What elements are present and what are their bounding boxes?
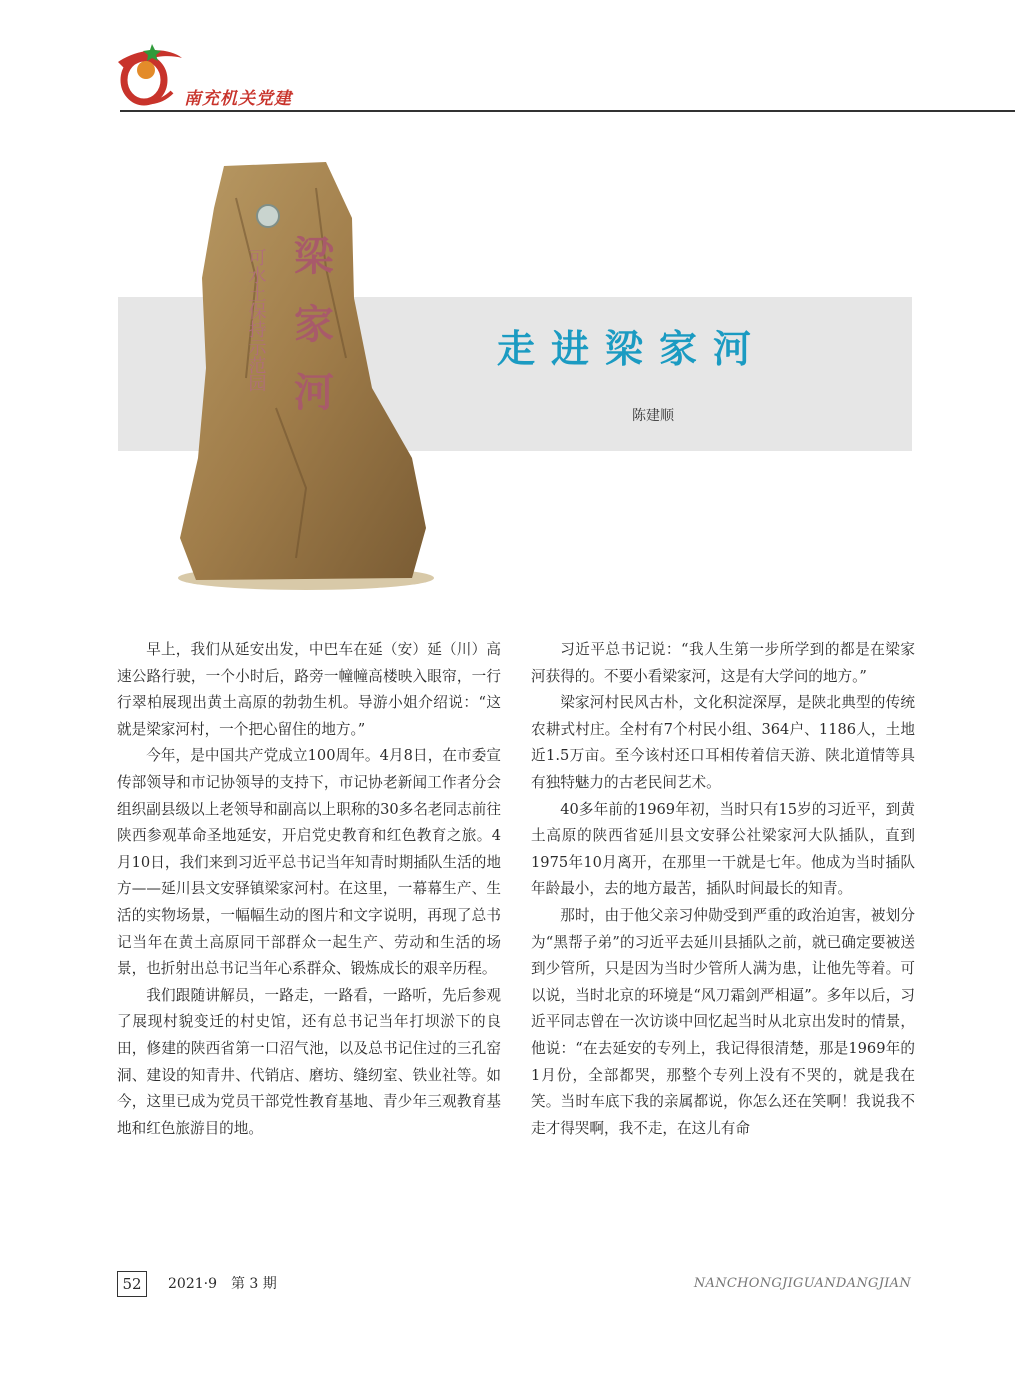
paragraph: 早上，我们从延安出发，中巴车在延（安）延（川）高速公路行驶，一个小时后，路旁一幢幢高楼映入眼帘，一行行翠柏展现出黄土高原的勃勃生机。导游小姐介绍说：“这就是梁家河村，一个把心留住的地方。” [117, 641, 501, 738]
stone-char-2: 家 [294, 301, 334, 348]
right-column [531, 637, 915, 1142]
stone-char-3: 河 [294, 369, 334, 416]
page-number: 52 [117, 1271, 147, 1297]
magazine-logo [112, 40, 322, 114]
header-rule [120, 110, 1015, 112]
paragraph: 我们跟随讲解员，一路走，一路看，一路听，先后参观了展现村貌变迁的村史馆，还有总书记当年打坝淤下的良田，修建的陕西省第一口沼气池，以及总书记住过的三孔窑洞、建设的知青井、代销店、磨坊、缝纫室、铁业社等。如今，这里已成为党员干部党性教育基地、青少年三观教育基地和红色旅游目的地。 [117, 986, 501, 1137]
svg-text:梁: 梁 [294, 233, 334, 280]
paragraph: 今年，是中国共产党成立100周年。4月8日，在市委宣传部领导和市记协领导的支持下，市记协老新闻工作者分会组织副县级以上老领导和副高以上职称的30多名老同志前往陕西参观革命圣地延安，开启党史教育和红色教育之旅。4月10日，我们来到习近平总书记当年知青时期插队生活的地方——延川县文安驿镇梁家河村。在这里，一幕幕生产、生活的实物场景，一幅幅生动的图片和文字说明，再现了总书记当年在黄土高原同干部群众一起生产、劳动和生活的场景，也折射出总书记当年心系群众、锻炼成长的艰辛历程。 [117, 747, 501, 978]
magazine-pinyin: NANCHONGJIGUANDANGJIAN [693, 1276, 911, 1291]
paragraph: 那时，由于他父亲习仲勋受到严重的政治迫害，被划分为“黑帮子弟”的习近平去延川县插队之前，就已确定要被送到少管所，只是因为当时少管所人满为患，让他先等着。可以说，当时北京的环境是“风刀霜剑严相逼”。多年以后，习近平同志曾在一次访谈中回忆起当时从北京出发时的情景，他说：“在去延安的专列上，我记得很清楚，那是1969年的1月份，全部都哭，那整个专列上没有不哭的，就是我在笑。当时车底下我的亲属都说，你怎么还在笑啊！我说我不走才得哭啊，我不走，在这儿有命 [531, 906, 915, 1137]
stone-inscription-main [294, 233, 336, 416]
magazine-name: 南充机关党建 [184, 89, 292, 109]
paragraph: 习近平总书记说：“我人生第一步所学到的都是在梁家河获得的。不要小看梁家河，这是有大学问的地方。” [531, 641, 915, 685]
left-column [117, 637, 501, 1142]
paragraph: 梁家河村民风古朴，文化积淀深厚，是陕北典型的传统农耕式村庄。全村有7个村民小组、364户、1186人，土地近1.5万亩。至今该村还口耳相传着信天游、陕北道情等具有独特魅力的古老民间艺术。 [531, 694, 915, 791]
logo-emblem-icon [112, 40, 184, 112]
article-author: 陈建顺 [632, 408, 674, 424]
stone-monument-image [176, 158, 436, 590]
stone-inscription-side: 可水土保持示范园 [245, 248, 267, 392]
issue-label: 2021·9 第 3 期 [168, 1276, 277, 1292]
article-title: 走进梁家河 [497, 326, 768, 371]
paragraph: 40多年前的1969年初，当时只有15岁的习近平，到黄土高原的陕西省延川县文安驿公社梁家河大队插队，直到1975年10月离开，在那里一干就是七年。他成为当时插队年龄最小，去的地方最苦，插队时间最长的知青。 [531, 800, 915, 898]
